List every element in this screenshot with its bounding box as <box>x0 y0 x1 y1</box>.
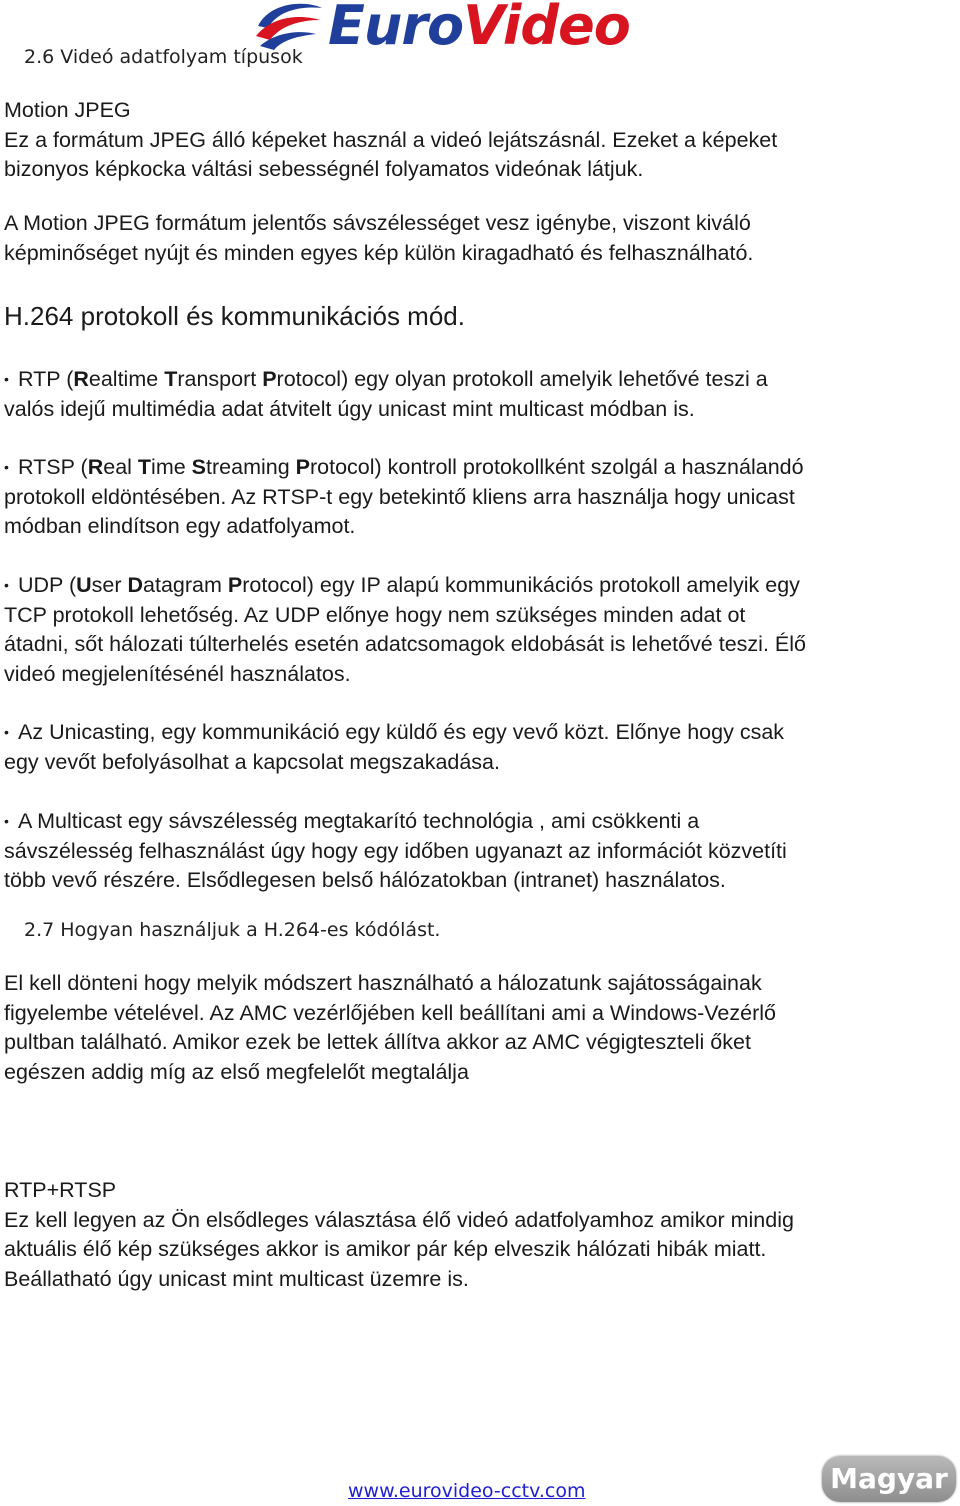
text-line: módban elindítson egy adatfolyamot. <box>4 514 356 538</box>
text-line: egészen addig míg az első megfelelőt megtalálja <box>4 1059 469 1084</box>
text-line: egy vevőt befolyásolhat a kapcsolat megszakadása. <box>4 749 500 774</box>
eurovideo-logo <box>250 0 750 57</box>
mjpeg-paragraph <box>4 96 954 185</box>
bullet-multicast: • A Multicast egy sávszélesség megtakarító technológia , ami csökkenti a sávszélesség felhasználást úgy hogy egy időben ugyanazt az információt közvetíti több vevő részére. Elsődlegesen belső hálózatokban (intranet) használatos. <box>4 807 954 896</box>
text-line: sávszélesség felhasználást úgy hogy egy időben ugyanazt az információt közvetíti <box>4 838 787 863</box>
text-line: bizonyos képkocka váltási sebességnél folyamatos videónak látjuk. <box>4 157 644 181</box>
bullet-icon: • <box>4 577 9 593</box>
rtprtsp-paragraph <box>4 1176 954 1294</box>
logo-wordmark: EuroVideo <box>328 0 630 57</box>
text-line: videó megjelenítésénél használatos. <box>4 661 351 686</box>
text-line: Ez kell legyen az Ön elsődleges választása élő videó adatfolyamhoz amikor mindig <box>4 1207 794 1232</box>
section27-paragraph <box>4 969 954 1087</box>
text-line: több vevő részére. Elsődlegesen belső hálózatokban (intranet) használatos. <box>4 868 726 892</box>
mjpeg-title: Motion JPEG <box>4 98 131 122</box>
bullet-rtsp: • RTSP (Real Time Streaming Protocol) kontroll protokollként szolgál a használandó protokoll eldöntésében. Az RTSP-t egy betekintő kliens arra használja hogy unicast módban elindítson egy adatfolyamot. <box>4 453 954 542</box>
text-line: A Motion JPEG formátum jelentős sávszélességet vesz igénybe, viszont kiváló <box>4 211 751 235</box>
section-title-2-6: 2.6 Videó adatfolyam típusok <box>24 46 303 68</box>
text-line: pultban található. Amikor ezek be lettek állítva akkor az AMC végigteszteli őket <box>4 1030 751 1054</box>
text-line: Beállatható úgy unicast mint multicast üzemre is. <box>4 1266 469 1291</box>
section-title-2-7: 2.7 Hogyan használjuk a H.264-es kódólást. <box>24 919 441 941</box>
text-line: valós idejű multimédia adat átvitelt úgy unicast mint multicast módban is. <box>4 396 695 421</box>
text-line: figyelembe vételével. Az AMC vezérlőjében kell beállítani ami a Windows-Vezérlő <box>4 1000 776 1025</box>
bullet-unicast: • Az Unicasting, egy kommunikáció egy küldő és egy vevő közt. Előnye hogy csak egy vevőt befolyásolhat a kapcsolat megszakadása. <box>4 718 954 777</box>
bullet-udp: • UDP (User Datagram Protocol) egy IP alapú kommunikációs protokoll amelyik egy TCP protokoll lehetőség. Az UDP előnye hogy nem szükséges minden adat ot átadni, sőt hálozati túlterhelés esetén adatcsomagok eldobását is lehetővé teszi. Élő videó megjelenítésénél használatos. <box>4 571 954 689</box>
text-line: protokoll eldöntésében. Az RTSP-t egy betekintő kliens arra használja hogy unicast <box>4 484 795 509</box>
h264-heading: H.264 protokoll és kommunikációs mód. <box>4 301 465 331</box>
text-line: aktuális élő kép szükséges akkor is amikor pár kép elveszik hálózati hibák miatt. <box>4 1237 767 1261</box>
bullet-icon: • <box>4 813 9 829</box>
bullet-rtp: • RTP (Realtime Transport Protocol) egy olyan protokoll amelyik lehetővé teszi a valós idejű multimédia adat átvitelt úgy unicast mint multicast módban is. <box>4 365 954 424</box>
text-line: átadni, sőt hálozati túlterhelés esetén adatcsomagok eldobását is lehetővé teszi. Élő <box>4 632 806 656</box>
language-badge: Magyar <box>822 1456 956 1502</box>
logo-swoosh-icon <box>250 0 330 52</box>
text-line: Ez a formátum JPEG álló képeket használ a videó lejátszásnál. Ezeket a képeket <box>4 127 778 152</box>
website-link[interactable]: www.eurovideo-cctv.com <box>348 1480 586 1502</box>
text-line: képminőséget nyújt és minden egyes kép külön kiragadható és felhasználható. <box>4 240 754 265</box>
text-line: El kell dönteni hogy melyik módszert használható a hálozatunk sajátosságainak <box>4 971 762 995</box>
bullet-icon: • <box>4 724 9 740</box>
text-line: TCP protokoll lehetőség. Az UDP előnye hogy nem szükséges minden adat ot <box>4 602 746 627</box>
mjpeg-paragraph-2 <box>4 209 954 268</box>
bullet-icon: • <box>4 371 9 387</box>
rtprtsp-title: RTP+RTSP <box>4 1178 117 1202</box>
bullet-icon: • <box>4 459 9 475</box>
